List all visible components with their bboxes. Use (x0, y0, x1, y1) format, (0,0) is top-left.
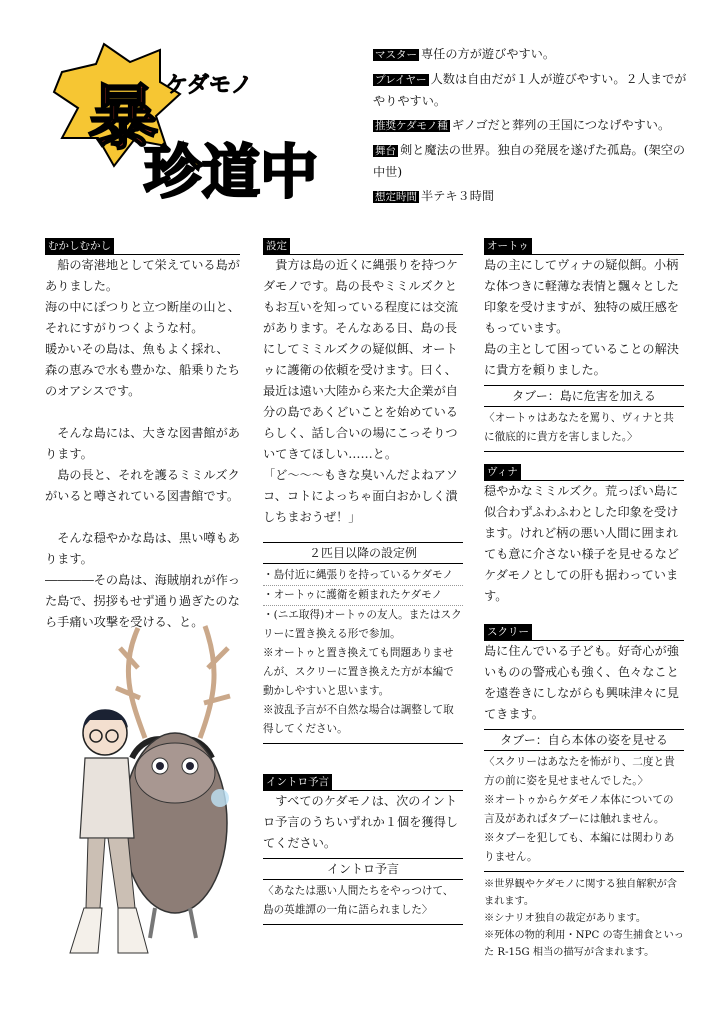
vina-p1: 穏やかなミミルズク。荒っぽい島に似合わずふわふわとした印象を受けます。けれど柄の悪い人間に囲まれても意に介さない様子を見せるなどケダモノとしての肝も据わっています。 (484, 484, 679, 603)
info-time: 想定時間 半テキ３時間 (375, 189, 495, 203)
mukashi-heading: むかしむかし (45, 238, 114, 254)
settei-item: ・(ニエ取得)オートゥの友人。またはスクリーに置き換える形で参加。 (263, 609, 462, 640)
skree-taboo-title: タブー：自ら本体の姿を見せる (484, 729, 684, 751)
skree-section (484, 622, 684, 961)
title-logo-art (48, 42, 348, 212)
title-logo (48, 42, 348, 212)
disclaimer-note: ※死体の物的利用・NPC の寄生捕食といった R-15G 相当の描写が含まれます。 (484, 930, 684, 958)
settei-item: ※オートゥと置き換えても問題ありませんが、スクリーに置き換えた方が本編で動かしやすいと思います。 (263, 647, 454, 697)
auto-p1: 島の主にしてヴィナの疑似餌。小柄な体つきに軽薄な表情と飄々とした印象を受けますが、独特の威圧感をもっています。 (484, 258, 679, 335)
settei-item: ・島付近に縄張りを持っているケダモノ (263, 566, 463, 586)
auto-p2: 島の主として困っていることの解決に貴方を頼りました。 (484, 342, 679, 377)
skree-note: ※タブーを犯しても、本編には関わりありません。 (484, 832, 675, 863)
intro-heading: イントロ予言 (263, 774, 332, 790)
vina-section (484, 462, 684, 607)
mukashi-p4: そんな島には、大きな図書館があります。 (45, 426, 240, 461)
owl-and-boy-image (50, 608, 255, 963)
mukashi-p6: そんな穏やかな島は、黒い噂もあります。 (45, 531, 240, 566)
auto-section (484, 236, 684, 452)
skree-note: ※オートゥからケダモノ本体についての言及があればタブーには触れません。 (484, 794, 674, 825)
intro-box-text: 〈あなたは悪い人間たちをやっつけて、島の英雄譚の一角に語られました〉 (263, 880, 463, 925)
auto-heading: オートゥ (484, 238, 532, 254)
settei-p1: 貴方は島の近くに縄張りを持つケダモノです。島の長やミミルズクともお互いを知っている程度には交流があります。そんなある日、島の長にしてミミルズクの疑似餌、オートゥに護衛の依頼を受けます。曰く、最近は遠い大陸から来た大企業が自分の島であくどいことを始めているらしく、話し合いの場にこっそりついてきてほしい……と。 (263, 258, 458, 461)
title-sub: 珍道中 (144, 138, 319, 206)
disclaimer-note: ※世界観やケダモノに関する独自解釈が含まれます。 (484, 879, 677, 907)
auto-taboo-text: 〈オートゥはあなたを罵り、ヴィナと共に徹底的に貴方を害しました。〉 (484, 407, 684, 452)
skree-heading: スクリー (484, 624, 532, 640)
mukashi-p7: ――――その島は、海賊崩れが作った島で、拐拶もせず通り過ぎたのなら手痛い攻撃を受ける、と。 (45, 573, 240, 629)
mukashi-p1: 船の寄港地として栄えている島がありました。 (45, 258, 240, 293)
info-recommended: 推奨ケダモノ種 ギノゴだと葬列の王国につなげやすい。 (375, 118, 671, 132)
title-ruby: ケダモノ (166, 73, 253, 98)
info-player: プレイヤー 人数は自由だが１人が遊びやすい。２人までがやりやすい。 (373, 72, 687, 108)
intro-section (263, 772, 463, 925)
info-master: マスター 専任の方が遊びやすい。 (375, 47, 556, 61)
settei-box (263, 564, 463, 744)
title-main-kanji: 暴 (88, 76, 158, 159)
settei-item: ・オートゥに護衛を頼まれたケダモノ (263, 586, 463, 606)
vina-heading: ヴィナ (484, 464, 521, 480)
disclaimer-note: ※シナリオ独自の裁定があります。 (484, 913, 647, 924)
settei-section (263, 236, 463, 744)
settei-quote: 「ど～～～もきな臭いんだよねアソコ、コトによっちゃ面白おかしく潰しちまおうぜ！」 (263, 468, 458, 524)
mukashi-p5: 島の長と、それを護るミミルズクがいると噂されている図書館です。 (45, 468, 240, 503)
intro-p1: すべてのケダモノは、次のイントロ予言のうちいずれか１個を獲得してください。 (263, 794, 458, 850)
settei-item: ※波乱予言が不自然な場合は調整して取得してください。 (263, 704, 454, 735)
info-list (373, 44, 695, 211)
skree-taboo-box (484, 751, 684, 872)
settei-box-title: ２匹目以降の設定例 (263, 542, 463, 564)
disclaimer-notes (484, 876, 684, 961)
settei-heading: 設定 (263, 238, 290, 254)
skree-taboo-text: 〈スクリーはあなたを怖がり、二度と貴方の前に姿を見せませんでした。〉 (484, 756, 675, 787)
intro-box-title: イントロ予言 (263, 858, 463, 880)
mukashi-section (45, 236, 240, 633)
mukashi-p2: 海の中にぽつりと立つ断崖の山と、それにすがりつくような村。 (45, 300, 240, 335)
info-stage: 舞台 剣と魔法の世界。独自の発展を遂げた孤島。(架空の中世) (373, 143, 686, 179)
character-illustration (50, 608, 255, 963)
auto-taboo-title: タブー：島に危害を加える (484, 385, 684, 407)
skree-p1: 島に住んでいる子ども。好奇心が強いものの警戒心も強く、色々なことを遠巻きにしながらも興味津々に見てきます。 (484, 644, 679, 721)
mukashi-p3: 暖かいその島は、魚もよく採れ、森の恵みで水も豊かな、船乗りたちのオアシスです。 (45, 342, 240, 398)
